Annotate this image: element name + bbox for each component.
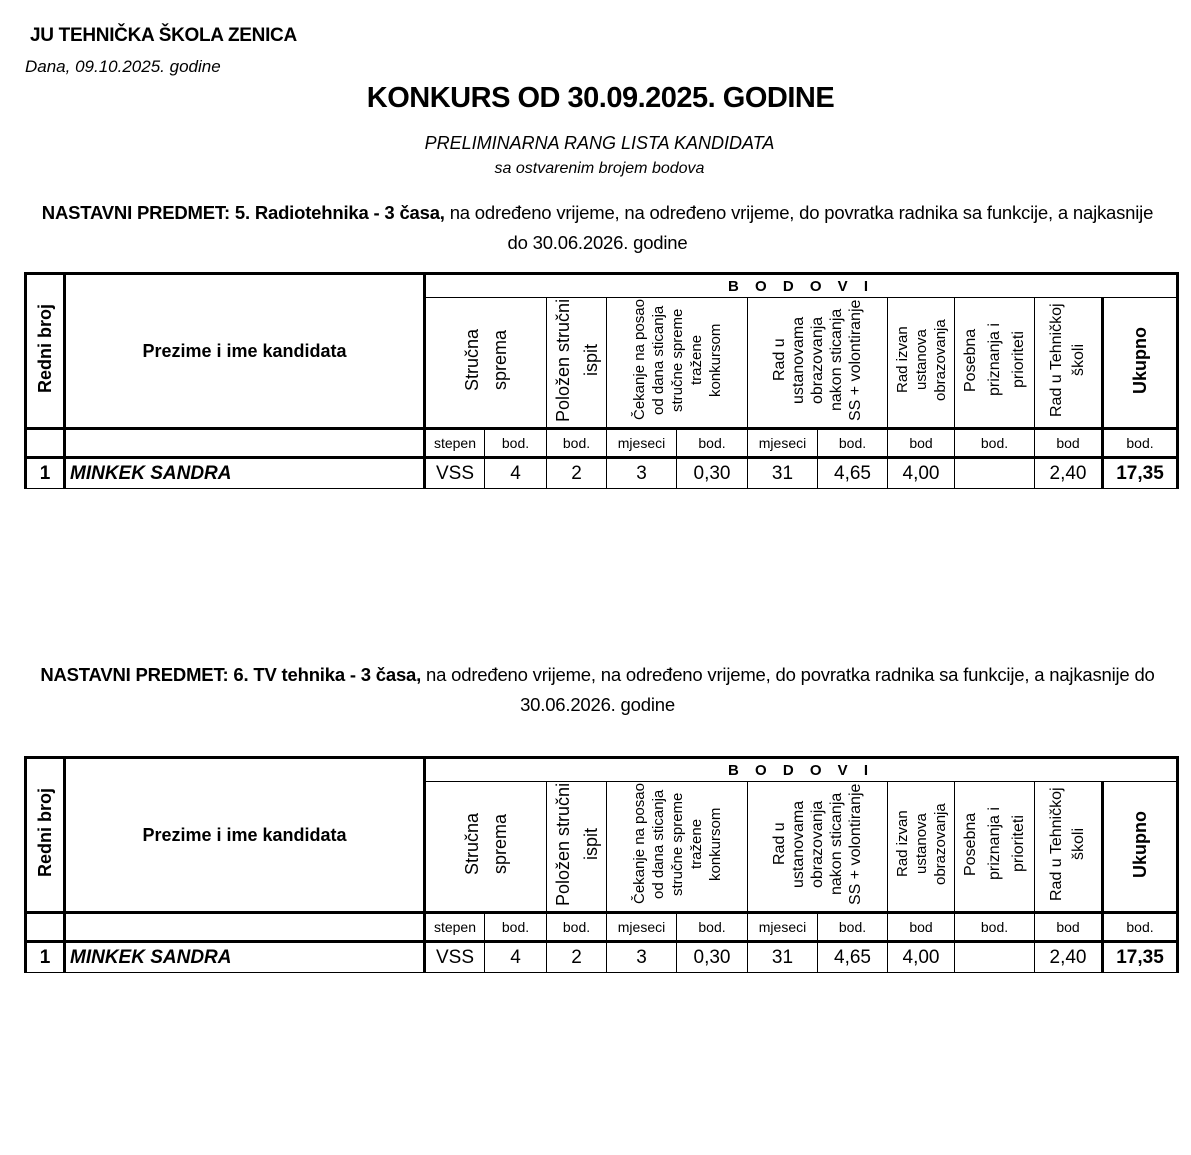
cell-teh-bod: 2,40 [1035,458,1103,489]
redni-broj-label: Redni broj [35,304,55,393]
cell-cekanje-bod: 0,30 [677,458,748,489]
cekanje-label: Čekanje na posao od dana sticanja stručne spreme tražene konkursom [630,299,724,421]
strucna-sprema-label: Stručna sprema [462,328,510,392]
unit-cell [65,429,425,458]
unit-cell: bod. [485,913,547,942]
polozen-ispit-label: Položen stručni ispit [552,782,601,906]
unit-cell [26,913,65,942]
cell-izvan-bod: 4,00 [888,942,955,973]
subject-description: na određeno vrijeme, na određeno vrijeme, do povratka radnika sa funkcije, a najkasnije do 30.06.2026. godine [444,202,1154,253]
cell-cekanje-mjeseci: 3 [607,458,677,489]
header-strucna-sprema [425,782,547,913]
header-posebna [955,782,1035,913]
rad-teh-label: Rad u Tehničkoj školi [1048,303,1087,417]
cell-stepen: VSS [425,942,485,973]
unit-cell: bod. [1103,429,1178,458]
row-number: 1 [26,942,65,973]
unit-cell: bod [1035,429,1103,458]
cell-ispit-bod: 2 [547,458,607,489]
cell-posebna-bod [955,942,1035,973]
cell-izvan-bod: 4,00 [888,458,955,489]
unit-cell: bod. [547,429,607,458]
unit-cell: stepen [425,913,485,942]
subject-title: NASTAVNI PREDMET: 5. Radiotehnika - 3 časa, [41,202,445,223]
unit-cell [26,429,65,458]
posebna-label: Posebna priznanja i prioriteti [961,807,1027,881]
header-posebna [955,298,1035,429]
cell-ispit-bod: 2 [547,942,607,973]
unit-cell: bod. [955,913,1035,942]
cell-rad-mjeseci: 31 [748,458,818,489]
ukupno-label: Ukupno [1130,326,1150,394]
unit-cell: mjeseci [607,913,677,942]
unit-cell: bod. [677,429,748,458]
header-polozen-ispit [547,782,607,913]
header-rad-teh [1035,298,1103,429]
unit-cell: bod [1035,913,1103,942]
header-cekanje [607,782,748,913]
cell-ukupno: 17,35 [1103,942,1178,973]
header-name: Prezime i ime kandidata [65,274,425,429]
header-rad-u-ustanovama [748,298,888,429]
subject-heading-2 [30,660,1165,720]
cell-ss-bod: 4 [485,942,547,973]
subject-title: NASTAVNI PREDMET: 6. TV tehnika - 3 časa, [40,664,422,685]
header-rad-u-ustanovama [748,782,888,913]
header-polozen-ispit [547,298,607,429]
rad-u-ustanovama-label: Rad u ustanovama obrazovanja nakon sticanja SS + volontiranje [771,783,864,905]
document-date: Dana, 09.10.2025. godine [25,57,221,76]
table-row [26,458,1178,489]
cell-posebna-bod [955,458,1035,489]
header-ukupno [1103,782,1178,913]
header-rad-teh [1035,782,1103,913]
subject-description: na određeno vrijeme, na određeno vrijeme, do povratka radnika sa funkcije, a najkasnije do 30.06.2026. godine [421,664,1155,715]
header-redni-broj [26,274,65,429]
header-cekanje [607,298,748,429]
polozen-ispit-label: Položen stručni ispit [552,298,601,422]
header-rad-izvan [888,298,955,429]
cell-ss-bod: 4 [485,458,547,489]
unit-cell [65,913,425,942]
row-number: 1 [26,458,65,489]
ukupno-label: Ukupno [1130,810,1150,878]
cell-stepen: VSS [425,458,485,489]
rad-izvan-label: Rad izvan ustanova obrazovanja [893,803,949,885]
header-bodovi: B O D O V I [425,274,1178,298]
subtitle: PRELIMINARNA RANG LISTA KANDIDATA [424,133,775,153]
strucna-sprema-label: Stručna sprema [462,812,510,876]
posebna-label: Posebna priznanja i prioriteti [961,323,1027,397]
unit-cell: stepen [425,429,485,458]
cekanje-label: Čekanje na posao od dana sticanja stručne spreme tražene konkursom [630,783,724,905]
cell-rad-mjeseci: 31 [748,942,818,973]
school-name: JU TEHNIČKA ŠKOLA ZENICA [30,25,297,46]
unit-cell: bod. [818,429,888,458]
unit-cell: bod [888,429,955,458]
unit-cell: mjeseci [748,429,818,458]
header-bodovi: B O D O V I [425,758,1178,782]
cell-ukupno: 17,35 [1103,458,1178,489]
rad-izvan-label: Rad izvan ustanova obrazovanja [893,319,949,401]
header-strucna-sprema [425,298,547,429]
unit-cell: bod. [677,913,748,942]
unit-cell: bod. [547,913,607,942]
ranking-table [24,272,1179,489]
unit-cell: bod. [1103,913,1178,942]
redni-broj-label: Redni broj [35,788,55,877]
ranking-table [24,756,1179,973]
unit-cell: bod [888,913,955,942]
cell-cekanje-bod: 0,30 [677,942,748,973]
header-rad-izvan [888,782,955,913]
cell-rad-bod: 4,65 [818,942,888,973]
rad-teh-label: Rad u Tehničkoj školi [1048,787,1087,901]
cell-rad-bod: 4,65 [818,458,888,489]
header-ukupno [1103,298,1178,429]
unit-cell: mjeseci [748,913,818,942]
header-redni-broj [26,758,65,913]
unit-cell: mjeseci [607,429,677,458]
page-title: KONKURS OD 30.09.2025. GODINE [366,82,835,114]
subtitle-secondary: sa ostvarenim brojem bodova [494,160,705,177]
header-name: Prezime i ime kandidata [65,758,425,913]
cell-teh-bod: 2,40 [1035,942,1103,973]
subject-heading-1 [30,198,1165,258]
rad-u-ustanovama-label: Rad u ustanovama obrazovanja nakon sticanja SS + volontiranje [771,299,864,421]
unit-cell: bod. [955,429,1035,458]
table-row [26,942,1178,973]
cell-cekanje-mjeseci: 3 [607,942,677,973]
unit-cell: bod. [485,429,547,458]
unit-cell: bod. [818,913,888,942]
candidate-name: MINKEK SANDRA [65,942,425,973]
candidate-name: MINKEK SANDRA [65,458,425,489]
